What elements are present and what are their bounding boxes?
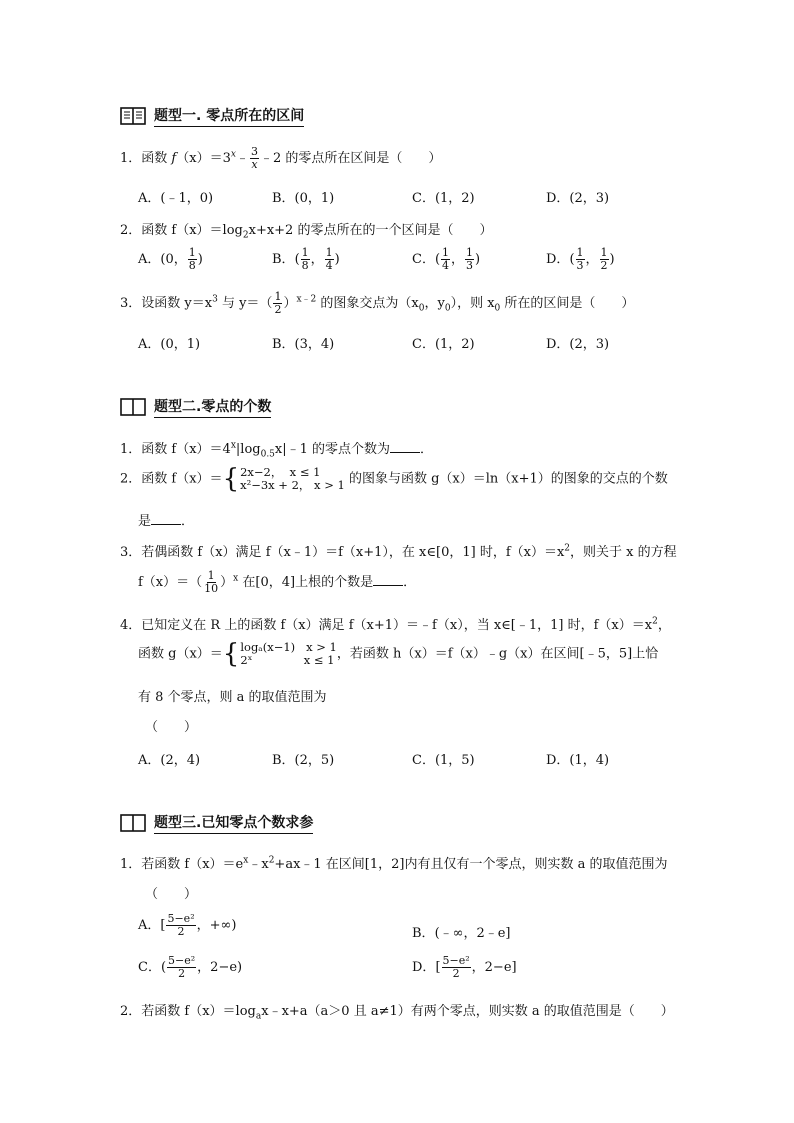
option-d: D．[ $\frac{\text{5−e²}}{2}$ ，2−e] — [412, 954, 517, 980]
question-1-3: 3．设函数 $y=x^3$ 与 y＝（ $\frac{1}{2}$ ）$^{x﹣2}$ 的图象交点为（$x_0$，$y_0$），则 $x_0$ 所在的区间是（ ） — [120, 290, 635, 316]
option-d: D．(1，4) — [546, 753, 610, 768]
option-c: C．(1，5) — [412, 753, 475, 768]
option-a: A．[ $\frac{\text{5−e²}}{2}$ ，+∞) — [138, 912, 237, 938]
option-c: C．(1，2) — [412, 191, 475, 206]
question-2-4: 4．已知定义在 R 上的函数 f（x）满足 f（x+1）＝﹣f（x），当 x∈[﹣1，1] 时，$f(x)=x^2$， — [120, 616, 671, 633]
answer-parens: （ ） — [145, 720, 198, 735]
question-3-2: 2．若函数 $f(x)=\log_ax﹣x+a(a>0$ 且 a≠1）有两个零点，则实数 a 的取值范围是（ ） — [120, 1004, 674, 1022]
option-a: A．(0， $\frac{1}{8}$ ) — [138, 246, 203, 272]
question-3-1: 1．若函数 $f(x)=e^x﹣x^2+ax﹣1$ 在区间[1，2]内有且仅有一个零点，则实数 a 的取值范围为 — [120, 855, 668, 872]
question-2-3-cont: f（x）＝（ $\frac{1}{10}$ ）$^x$ 在[0，4]上根的个数是 ． — [138, 569, 417, 595]
option-b: B．(﹣∞，2﹣e] — [412, 926, 511, 941]
question-2-4-cont: 函数 g（x）＝{ logₐ(x−1) x > 1 2ˣ x ≤ 1 ，若函数 h（x）＝f（x）﹣g（x）在区间[﹣5，5]上恰 — [138, 639, 659, 669]
answer-blank[interactable] — [373, 573, 403, 586]
section-title: 题型二.零点的个数 — [154, 396, 271, 418]
section-title: 题型三.已知零点个数求参 — [154, 812, 313, 834]
answer-parens: （ ） — [145, 887, 198, 902]
book-icon — [120, 106, 146, 126]
answer-blank[interactable] — [390, 440, 420, 453]
question-2-2: 2．函数 f（x）＝{ 2x−2， x ≤ 1 x²−3x + 2， x > 1 的图象与函数 g（x）＝ln（x+1）的图象的交点的个数 — [120, 464, 668, 494]
question-2-3: 3．若偶函数 f（x）满足 f（x﹣1）＝f（x+1），在 x∈[0，1] 时，$f(x)=x^2$，则关于 x 的方程 — [120, 543, 677, 560]
question-1-1: 1．函数 $f(x)=3^x﹣$ $\frac{3}{x}$ ﹣2 的零点所在区间是（ ） — [120, 145, 442, 171]
section-header-3 — [120, 811, 313, 835]
option-a: A．(2，4) — [138, 753, 201, 768]
question-2-2-cont: 是 ． — [138, 514, 195, 529]
question-1-2: 2．函数 $f(x)=\log_2x+x+2$ 的零点所在的一个区间是（ ） — [120, 223, 493, 241]
book-icon — [120, 813, 146, 833]
option-d: D．(2，3) — [546, 337, 610, 352]
option-b: B．(0，1) — [272, 191, 335, 206]
question-2-4-cont2: 有 8 个零点，则 a 的取值范围为 — [138, 690, 327, 705]
option-b: B．(3，4) — [272, 337, 335, 352]
book-icon — [120, 397, 146, 417]
option-b: B．(2，5) — [272, 753, 335, 768]
section-header-1 — [120, 104, 304, 128]
option-c: C．( $\frac{\text{5−e²}}{2}$ ，2−e) — [138, 954, 243, 980]
option-a: A．(0，1) — [138, 337, 201, 352]
section-title: 题型一. 零点所在的区间 — [154, 105, 304, 127]
option-c: C．(1，2) — [412, 337, 475, 352]
question-2-1: 1．函数 $f(x)=4^x|\log_{0.5}x|﹣1$ 的零点个数为 ． — [120, 440, 434, 460]
option-d: D．( $\frac{1}{3}$ ， $\frac{1}{2}$ ) — [546, 246, 615, 272]
option-d: D．(2，3) — [546, 191, 610, 206]
option-b: B．( $\frac{1}{8}$ ， $\frac{1}{4}$ ) — [272, 246, 340, 272]
option-c: C．( $\frac{1}{4}$ ， $\frac{1}{3}$ ) — [412, 246, 481, 272]
section-header-2 — [120, 395, 271, 419]
answer-blank[interactable] — [151, 512, 181, 525]
option-a: A．(﹣1，0) — [138, 191, 214, 206]
